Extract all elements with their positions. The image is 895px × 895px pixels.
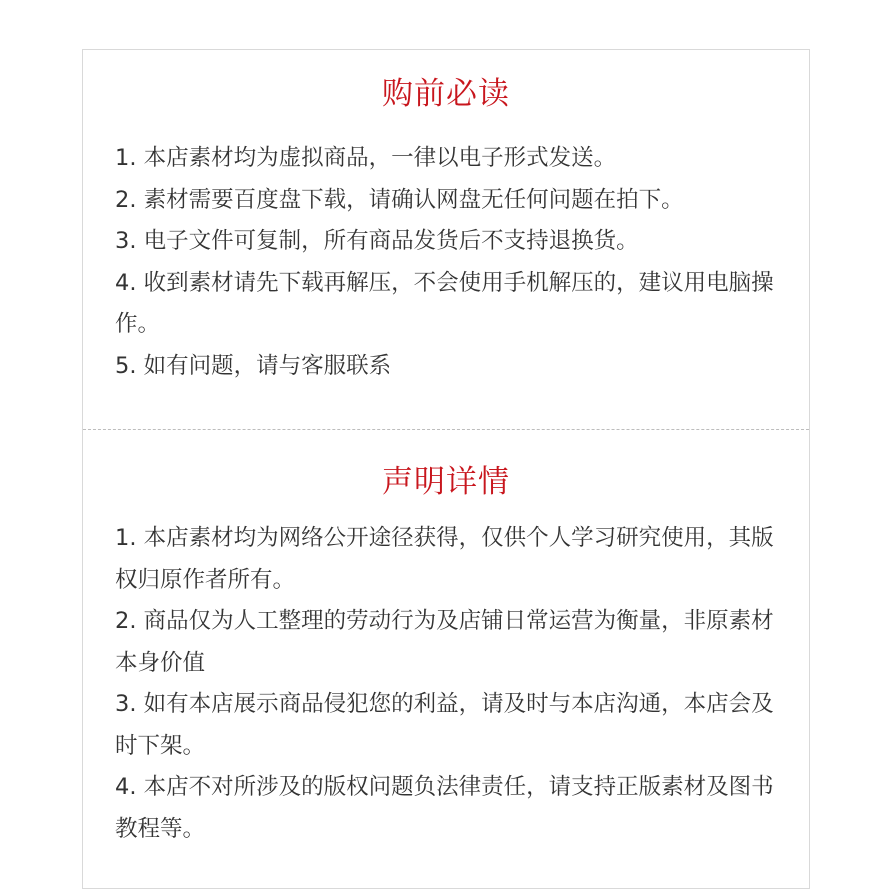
list-item: 1. 本店素材均为虚拟商品，一律以电子形式发送。 — [115, 145, 617, 171]
list-item: 3. 如有本店展示商品侵犯您的利益，请及时与本店沟通，本店会及时下架。 — [115, 691, 774, 759]
list-item: 3. 电子文件可复制，所有商品发货后不支持退换货。 — [115, 228, 639, 254]
list-item: 4. 收到素材请先下载再解压，不会使用手机解压的，建议用电脑操作。 — [115, 269, 774, 337]
statement-section — [83, 432, 809, 888]
list-item: 5. 如有问题，请与客服联系 — [115, 352, 392, 379]
list-item: 4. 本店不对所涉及的版权问题负法律责任，请支持正版素材及图书教程等。 — [115, 774, 774, 842]
purchase-notice-title: 购前必读 — [382, 76, 510, 112]
list-item: 2. 商品仅为人工整理的劳动行为及店铺日常运营为衡量，非原素材本身价值 — [115, 608, 774, 676]
list-item: 2. 素材需要百度盘下载，请确认网盘无任何问题在拍下。 — [115, 186, 684, 213]
purchase-notice-list — [115, 138, 790, 387]
section-divider — [83, 429, 809, 430]
statement-title: 声明详情 — [382, 464, 510, 500]
info-card — [82, 49, 810, 889]
purchase-notice-section — [83, 50, 809, 430]
list-item: 1. 本店素材均为网络公开途径获得，仅供个人学习研究使用，其版权归原作者所有。 — [115, 525, 774, 593]
statement-list — [115, 518, 790, 850]
